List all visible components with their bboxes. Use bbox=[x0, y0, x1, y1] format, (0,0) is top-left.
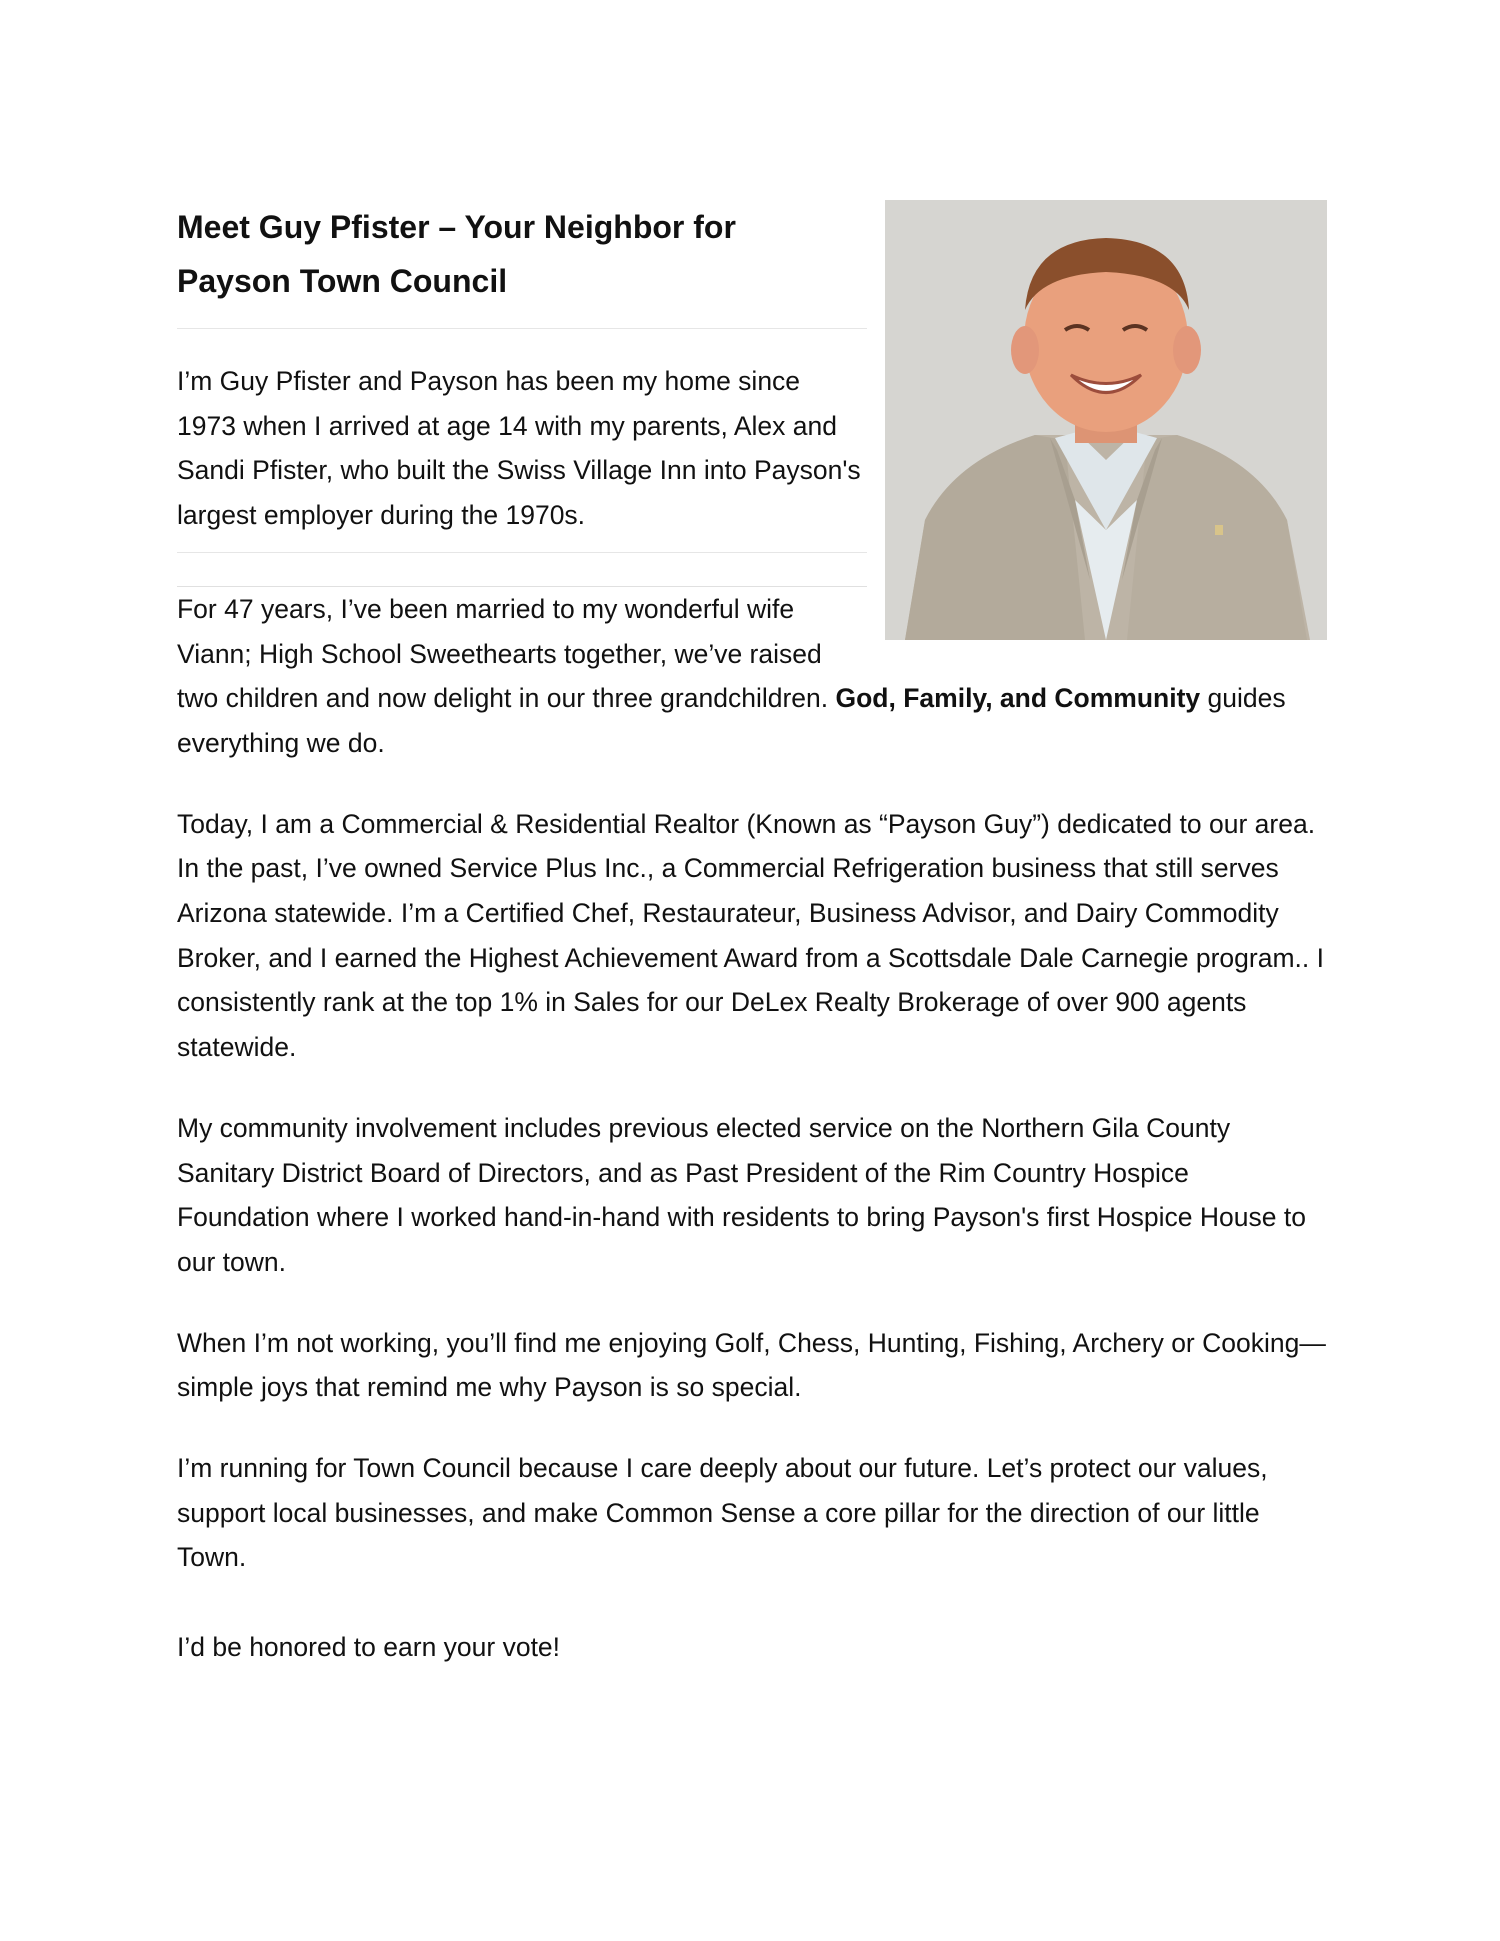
paragraph-community: My community involvement includes previous elected service on the Northern Gila County Sanitary District Board of Directors, and as Past President of the Rim Country Hospice Foundation where I worked hand-in-hand with residents to bring Payson's first Hospice House to our town. bbox=[177, 1112, 1306, 1277]
family-text-start: For 47 years, I’ve been married to my wonderful wife Viann; High School Sweethearts together, we’ve raised two children and now delight in our three grandchildren. bbox=[177, 593, 836, 714]
paragraph-closing: I’d be honored to earn your vote! bbox=[177, 1632, 561, 1663]
paragraph-career: Today, I am a Commercial & Residential Realtor (Known as “Payson Guy”) dedicated to our area. In the past, I’ve owned Service Plus Inc., a Commercial Refrigeration business that still serves Arizona statewide. I’m a Certified Chef, Restaurateur, Business Advisor, and Dairy Commodity Broker, and I earned the Highest Achievement Award from a Scottsdale Dale Carnegie program.. I consistently rank at the top 1% in Sales for our DeLex Realty Brokerage of over 900 agents statewide. bbox=[177, 808, 1324, 1063]
paragraph-reason-running: I’m running for Town Council because I care deeply about our future. Let’s protect our values, support local businesses, and make Common Sense a core pillar for the direction of our little Town. bbox=[177, 1453, 1268, 1573]
document-content bbox=[177, 200, 1327, 1670]
family-text-end: guides everything we do. bbox=[177, 683, 1286, 758]
page-title bbox=[177, 200, 867, 329]
title-line-1: Meet Guy Pfister – Your Neighbor for bbox=[177, 209, 736, 245]
paragraph-hobbies: When I’m not working, you’ll find me enjoying Golf, Chess, Hunting, Fishing, Archery or Cooking—simple joys that remind me why Payson is so special. bbox=[177, 1327, 1326, 1403]
family-values-bold: God, Family, and Community bbox=[835, 683, 1201, 714]
candidate-portrait-photo bbox=[885, 200, 1327, 640]
title-line-2: Payson Town Council bbox=[177, 263, 508, 299]
paragraph-intro: I’m Guy Pfister and Payson has been my home since 1973 when I arrived at age 14 with my parents, Alex and Sandi Pfister, who built the Swiss Village Inn into Payson's largest employer during the 1970s. bbox=[177, 359, 867, 553]
portrait-illustration bbox=[885, 200, 1327, 640]
